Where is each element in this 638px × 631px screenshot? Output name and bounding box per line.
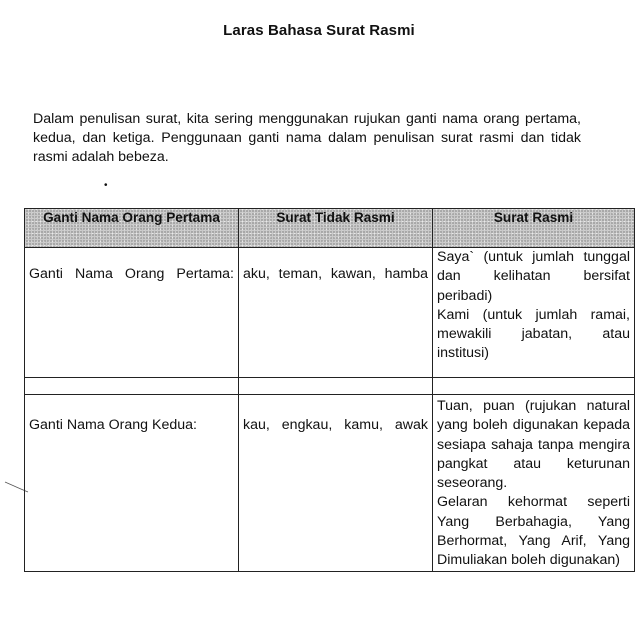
tidak-rasmi-kedua: kau, engkau, kamu, awak <box>239 395 433 572</box>
table-header-row <box>25 209 635 248</box>
pronoun-table <box>24 208 635 572</box>
intro-paragraph: Dalam penulisan surat, kita sering menggunakan rujukan ganti nama orang pertama, kedua, dan ketiga. Penggunaan ganti nama dalam penulisan surat rasmi dan tidak rasmi adalah bebeza. <box>33 111 581 166</box>
header-surat-rasmi: Surat Rasmi <box>433 209 635 248</box>
row-label-kedua: Ganti Nama Orang Kedua: <box>25 395 239 572</box>
table-row <box>25 395 635 572</box>
table-row <box>25 248 635 378</box>
row-label-pertama: Ganti Nama Orang Pertama: <box>25 248 239 378</box>
rasmi-kedua-gelaran: Gelaran kehormat seperti Yang Berbahagia, Yang Berhormat, Yang Arif, Yang Dimuliakan boleh digunakan) <box>437 494 630 569</box>
header-surat-tidak-rasmi: Surat Tidak Rasmi <box>239 209 433 248</box>
rasmi-pertama-saya: Saya` (untuk jumlah tunggal dan kelihatan bersifat peribadi) <box>437 249 630 304</box>
table-spacer-row <box>25 378 635 395</box>
rasmi-kedua-tuan: Tuan, puan (rujukan natural yang boleh digunakan kepada sesiapa sahaja tanpa mengira pangkat atau keturunan seseorang. <box>437 398 630 492</box>
document-title: Laras Bahasa Surat Rasmi <box>223 22 415 39</box>
tidak-rasmi-pertama: aku, teman, kawan, hamba <box>239 248 433 378</box>
rasmi-kedua <box>433 395 635 572</box>
header-ganti-nama: Ganti Nama Orang Pertama <box>25 209 239 248</box>
scan-speck: • <box>104 180 108 191</box>
rasmi-pertama-kami: Kami (untuk jumlah ramai, mewakili jabatan, atau institusi) <box>437 306 630 362</box>
rasmi-pertama <box>433 248 635 378</box>
